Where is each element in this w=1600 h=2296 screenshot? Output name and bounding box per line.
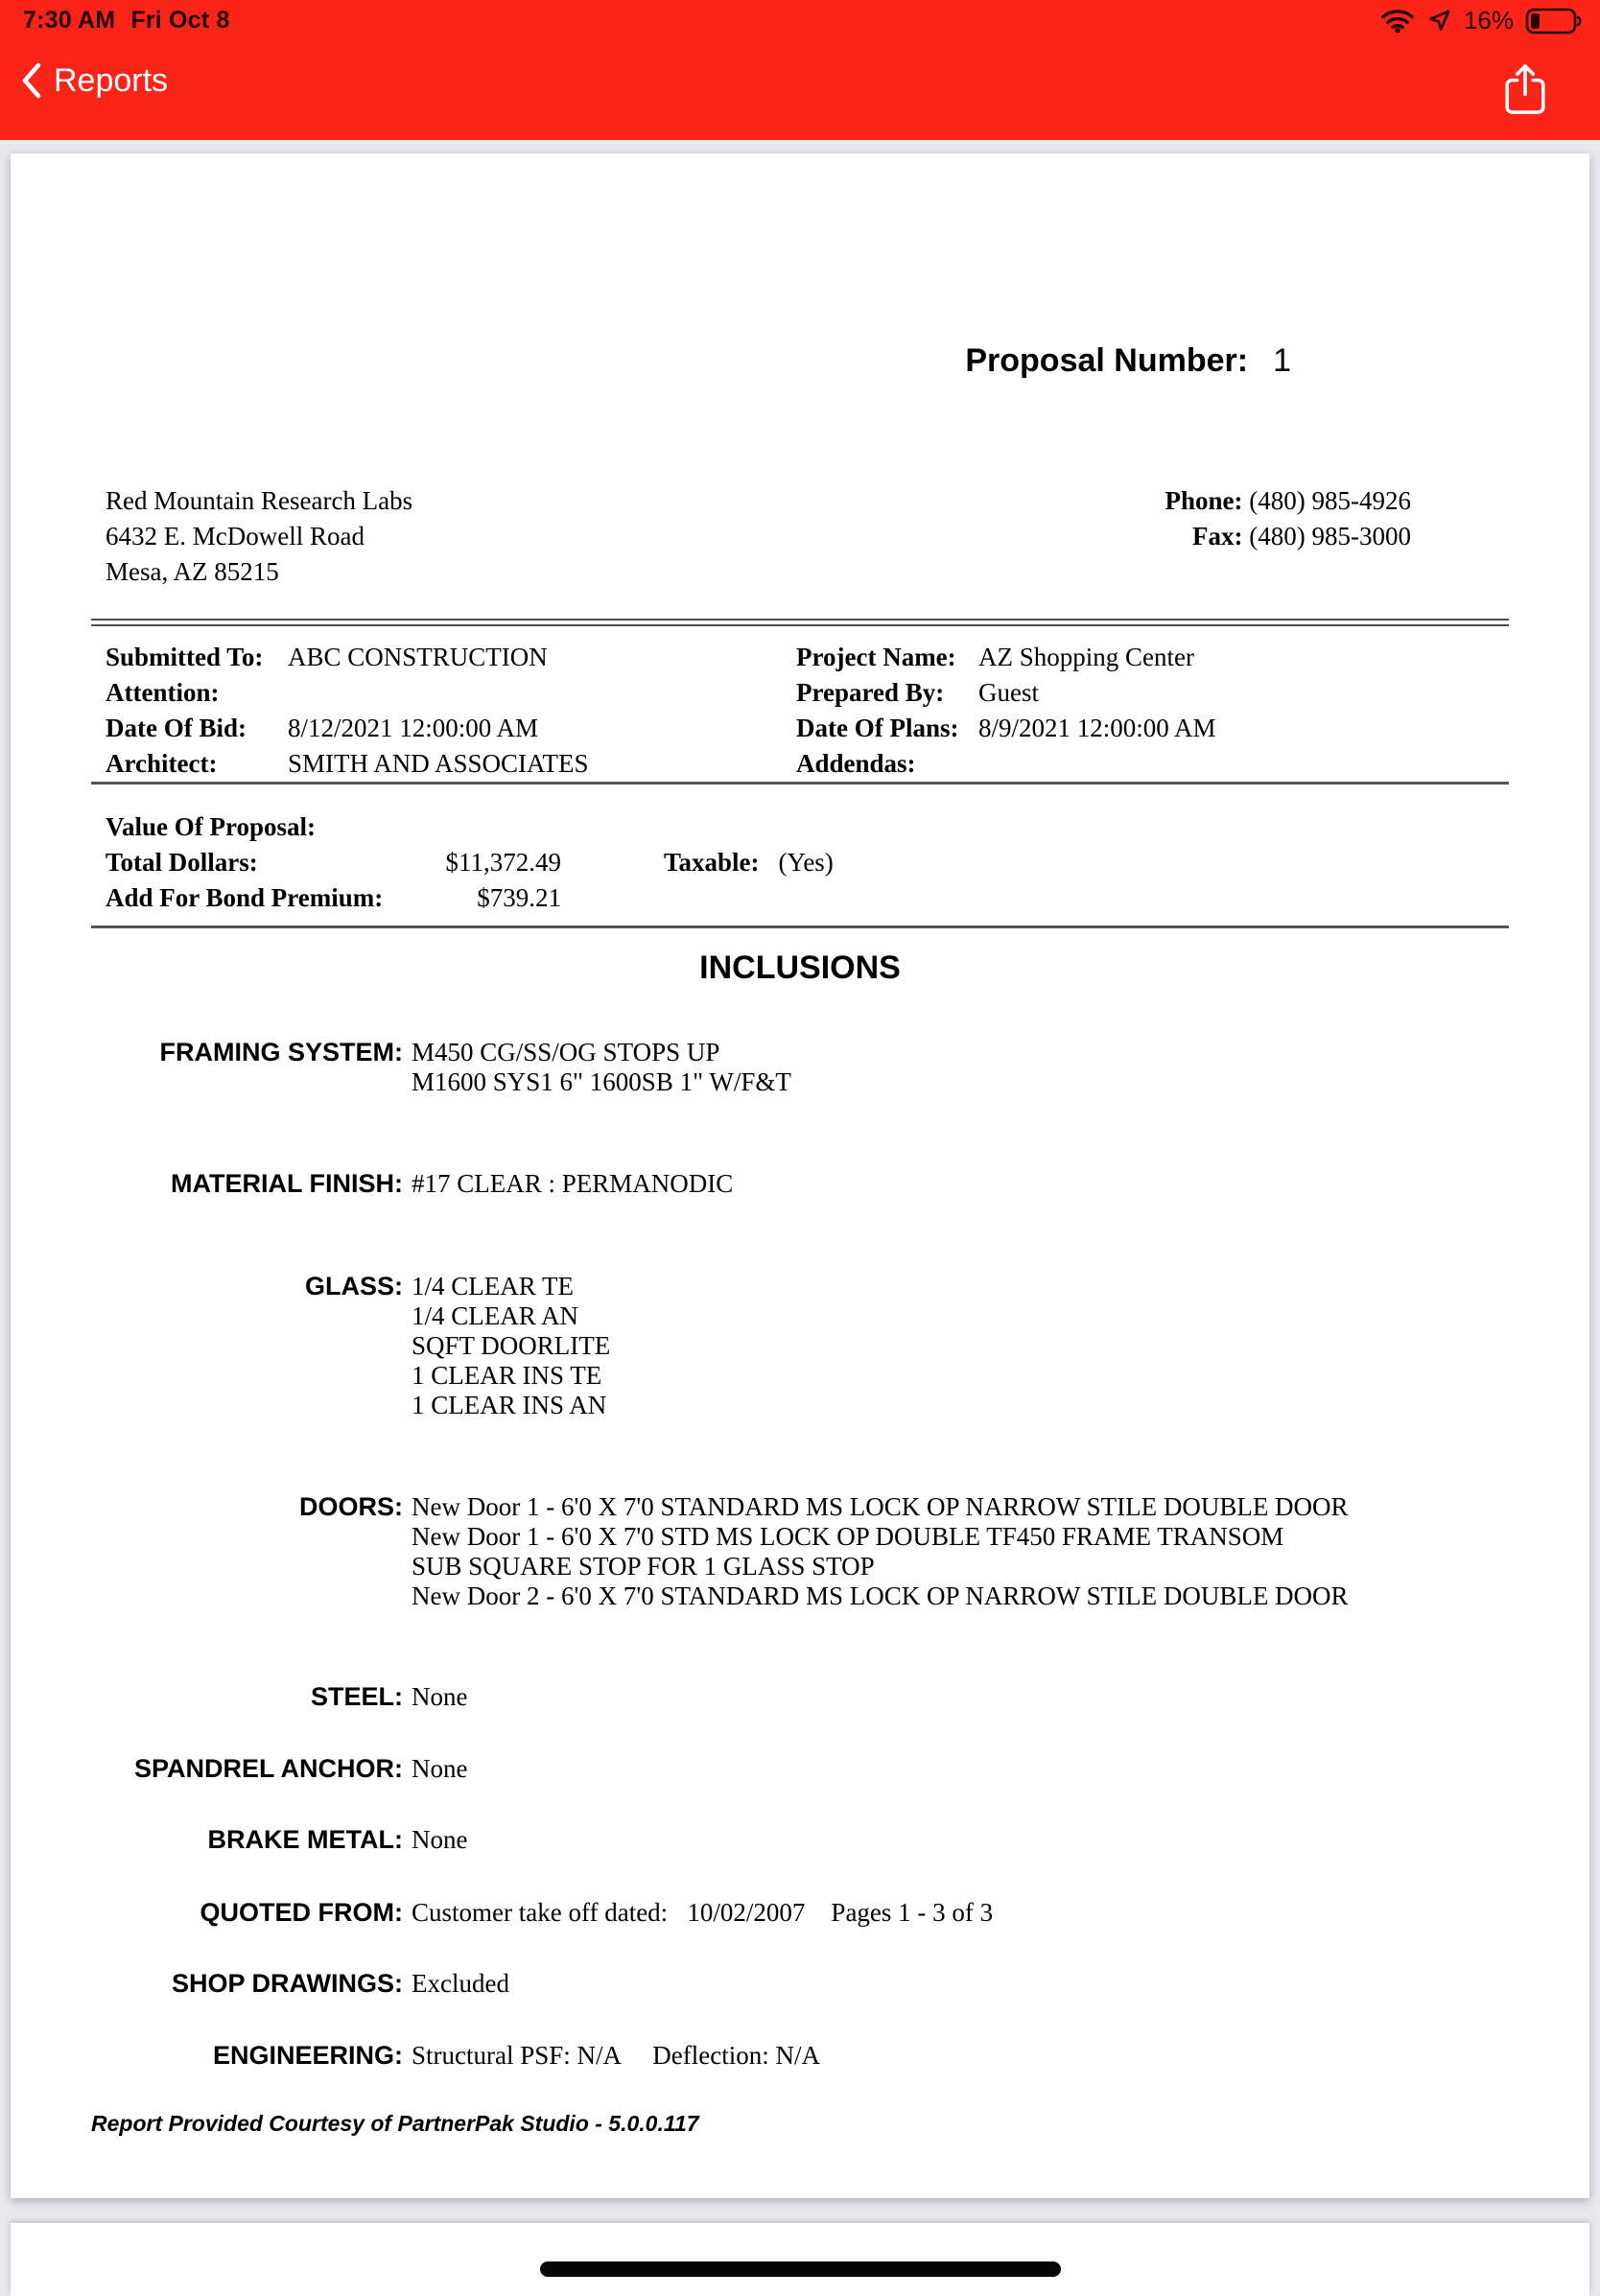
- back-chevron-icon: [21, 61, 42, 100]
- quoted-from-row: QUOTED FROM: Customer take off dated: 10/02/2007 Pages 1 - 3 of 3: [200, 1898, 994, 1927]
- value-of-proposal-block: [106, 809, 1509, 916]
- report-page-1: [11, 153, 1589, 2198]
- table-row: Prepared By: Guest: [796, 678, 1039, 707]
- app-header: [0, 0, 1600, 140]
- bond-premium-row: Add For Bond Premium: $739.21: [106, 880, 1509, 916]
- engineering-row: ENGINEERING: Structural PSF: N/A Deflection: N/A: [212, 2041, 820, 2070]
- table-row: Attention:: [106, 678, 220, 707]
- company-name: Red Mountain Research Labs: [106, 486, 413, 515]
- location-icon: [1426, 8, 1452, 34]
- taxable-label: Taxable:: [664, 848, 760, 877]
- total-dollars-row: Total Dollars: $11,372.49 Taxable: (Yes): [106, 845, 1509, 880]
- table-row: Submitted To: ABC CONSTRUCTION: [106, 643, 548, 671]
- value-title: Value Of Proposal:: [106, 812, 317, 841]
- divider-double: [91, 619, 1509, 626]
- table-row: Date Of Bid: 8/12/2021 12:00:00 AM: [106, 714, 539, 742]
- inclusions-heading: INCLUSIONS: [699, 949, 901, 986]
- brake-metal-row: BRAKE METAL: None: [207, 1825, 468, 1854]
- back-button[interactable]: [21, 61, 168, 100]
- total-dollars-value: $11,372.49: [445, 848, 561, 877]
- spandrel-anchor-row: SPANDREL ANCHOR: None: [133, 1754, 468, 1783]
- glass-row: GLASS: 1/4 CLEAR TE 1/4 CLEAR AN SQFT DOORLITE 1 CLEAR INS TE 1 CLEAR INS AN: [304, 1272, 611, 1419]
- nav-bar: [0, 38, 1600, 140]
- table-row: Addendas:: [796, 749, 916, 778]
- status-bar: [0, 0, 1600, 38]
- proposal-number-value: 1: [1273, 342, 1291, 379]
- taxable-value: (Yes): [778, 848, 834, 877]
- report-page-2-edge: [11, 2223, 1589, 2296]
- share-icon: [1503, 60, 1547, 118]
- framing-system-row: FRAMING SYSTEM: M450 CG/SS/OG STOPS UP M1600 SYS1 6" 1600SB 1" W/F&T: [159, 1038, 791, 1096]
- doors-row: DOORS: New Door 1 - 6'0 X 7'0 STANDARD MS LOCK OP NARROW STILE DOUBLE DOOR New Door 1 - 6'0 X 7'0 STD MS LOCK OP DOUBLE TF450 FRAME TRANSOM SUB SQUARE STOP FOR 1 GLASS STOP New Door 2 - 6'0 X 7'0 STANDARD MS LOCK OP NARROW STILE DOUBLE DOOR: [299, 1492, 1349, 1610]
- shop-drawings-row: SHOP DRAWINGS: Excluded: [171, 1969, 509, 1998]
- home-indicator[interactable]: [540, 2261, 1061, 2277]
- proposal-number-heading: [91, 153, 1509, 380]
- inclusions-sections: [91, 1038, 1509, 2071]
- company-fax: Fax: (480) 985-3000: [1192, 522, 1411, 551]
- table-row: Architect: SMITH AND ASSOCIATES: [106, 749, 589, 778]
- table-row: Date Of Plans: 8/9/2021 12:00:00 AM: [796, 714, 1216, 742]
- project-info-table: [106, 640, 1509, 782]
- company-city: Mesa, AZ 85215: [106, 557, 279, 586]
- battery-icon: [1525, 7, 1585, 35]
- document-scroll-area[interactable]: [0, 140, 1600, 2290]
- proposal-number-label: Proposal Number:: [965, 342, 1249, 379]
- wifi-icon: [1380, 8, 1415, 34]
- divider: [91, 782, 1509, 785]
- steel-row: STEEL: None: [310, 1682, 468, 1711]
- battery-percent: 16%: [1463, 6, 1514, 35]
- share-button[interactable]: [1498, 56, 1552, 123]
- material-finish-row: MATERIAL FINISH: #17 CLEAR : PERMANODIC: [171, 1169, 734, 1198]
- bond-premium-value: $739.21: [477, 883, 561, 912]
- company-phone: Phone: (480) 985-4926: [1165, 486, 1411, 515]
- divider: [91, 925, 1509, 928]
- status-date: Fri Oct 8: [130, 7, 230, 34]
- status-time: 7:30 AM: [23, 7, 116, 34]
- company-street: 6432 E. McDowell Road: [106, 522, 365, 551]
- company-block: [91, 483, 1509, 590]
- back-button-label: Reports: [54, 61, 169, 99]
- table-row: Project Name: AZ Shopping Center: [796, 643, 1194, 671]
- report-footer: Report Provided Courtesy of PartnerPak Studio - 5.0.0.117: [91, 2111, 699, 2136]
